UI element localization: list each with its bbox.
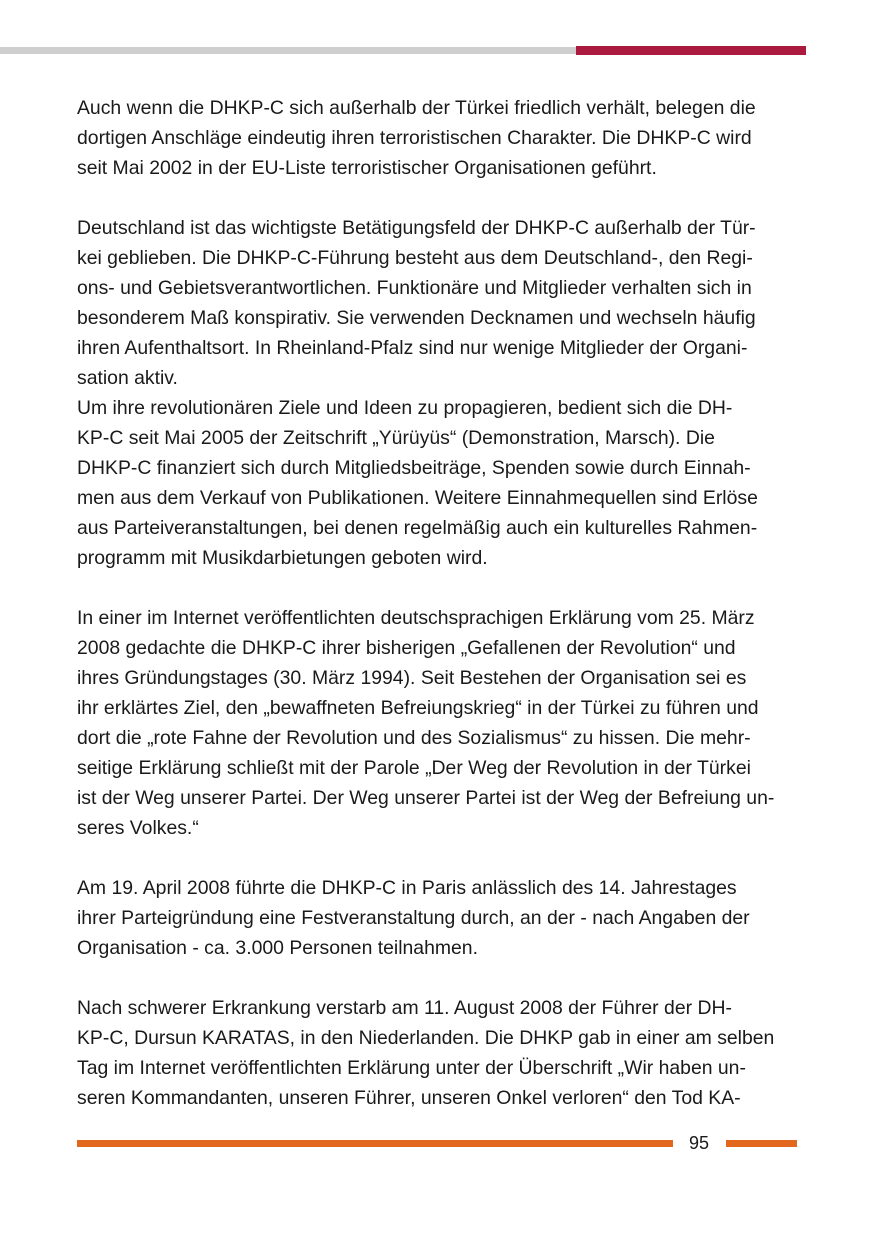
text-line: In einer im Internet veröffentlichten deutschsprachigen Erklärung vom 25. März [77, 607, 755, 629]
text-line: Nach schwerer Erkrankung verstarb am 11. August 2008 der Führer der DH- [77, 997, 732, 1019]
text-line: dort die „rote Fahne der Revolution und des Sozialismus“ zu hissen. Die mehr- [77, 727, 751, 749]
body-text [77, 93, 797, 1113]
text-line: ihrer Parteigründung eine Festveranstaltung durch, an der - nach Angaben der [77, 907, 750, 929]
text-line: ihren Aufenthaltsort. In Rheinland-Pfalz sind nur wenige Mitglieder der Organi- [77, 337, 748, 359]
text-line: Am 19. April 2008 führte die DHKP-C in Paris anlässlich des 14. Jahrestages [77, 877, 737, 899]
text-line: men aus dem Verkauf von Publikationen. Weitere Einnahmequellen sind Erlöse [77, 487, 758, 509]
text-line: Tag im Internet veröffentlichten Erklärung unter der Überschrift „Wir haben un- [77, 1057, 746, 1079]
text-line: Organisation - ca. 3.000 Personen teilnahmen. [77, 937, 478, 959]
header-rule-gray [0, 47, 576, 54]
paragraph-4 [77, 603, 797, 843]
paragraph-6 [77, 993, 797, 1113]
text-line: aus Parteiveranstaltungen, bei denen regelmäßig auch ein kulturelles Rahmen- [77, 517, 758, 539]
text-line: seit Mai 2002 in der EU-Liste terroristischer Organisationen geführt. [77, 157, 657, 179]
paragraph-3 [77, 393, 797, 573]
text-line: seitige Erklärung schließt mit der Parole „Der Weg der Revolution in der Türkei [77, 757, 751, 779]
text-line: dortigen Anschläge eindeutig ihren terroristischen Charakter. Die DHKP-C wird [77, 127, 752, 149]
text-line: Deutschland ist das wichtigste Betätigungsfeld der DHKP-C außerhalb der Tür- [77, 217, 756, 239]
text-line: 2008 gedachte die DHKP-C ihrer bisherigen „Gefallenen der Revolution“ und [77, 637, 736, 659]
text-line: KP-C, Dursun KARATAS, in den Niederlanden. Die DHKP gab in einer am selben [77, 1027, 775, 1049]
text-line: seres Volkes.“ [77, 817, 199, 839]
footer-rule-right [726, 1140, 797, 1147]
text-line: seren Kommandanten, unseren Führer, unseren Onkel verloren“ den Tod KA- [77, 1087, 741, 1109]
text-line: ist der Weg unserer Partei. Der Weg unserer Partei ist der Weg der Befreiung un- [77, 787, 775, 809]
paragraph-1 [77, 93, 797, 183]
text-line: KP-C seit Mai 2005 der Zeitschrift „Yürüyüs“ (Demonstration, Marsch). Die [77, 427, 715, 449]
paragraph-2 [77, 213, 797, 393]
footer-rule-left [77, 1140, 673, 1147]
text-line: ihres Gründungstages (30. März 1994). Seit Bestehen der Organisation sei es [77, 667, 747, 689]
paragraph-5 [77, 873, 797, 963]
text-line: programm mit Musikdarbietungen geboten wird. [77, 547, 488, 569]
text-line: kei geblieben. Die DHKP-C-Führung besteht aus dem Deutschland-, den Regi- [77, 247, 753, 269]
text-line: sation aktiv. [77, 367, 178, 389]
text-line: Auch wenn die DHKP-C sich außerhalb der Türkei friedlich verhält, belegen die [77, 97, 756, 119]
text-line: DHKP-C finanziert sich durch Mitgliedsbeiträge, Spenden sowie durch Einnah- [77, 457, 751, 479]
page-number: 95 [688, 1133, 710, 1153]
text-line: Um ihre revolutionären Ziele und Ideen zu propagieren, bedient sich die DH- [77, 397, 733, 419]
header-rule-accent [576, 46, 806, 55]
text-line: besonderem Maß konspirativ. Sie verwenden Decknamen und wechseln häufig [77, 307, 756, 329]
text-line: ihr erklärtes Ziel, den „bewaffneten Befreiungskrieg“ in der Türkei zu führen und [77, 697, 759, 719]
text-line: ons- und Gebietsverantwortlichen. Funktionäre und Mitglieder verhalten sich in [77, 277, 752, 299]
